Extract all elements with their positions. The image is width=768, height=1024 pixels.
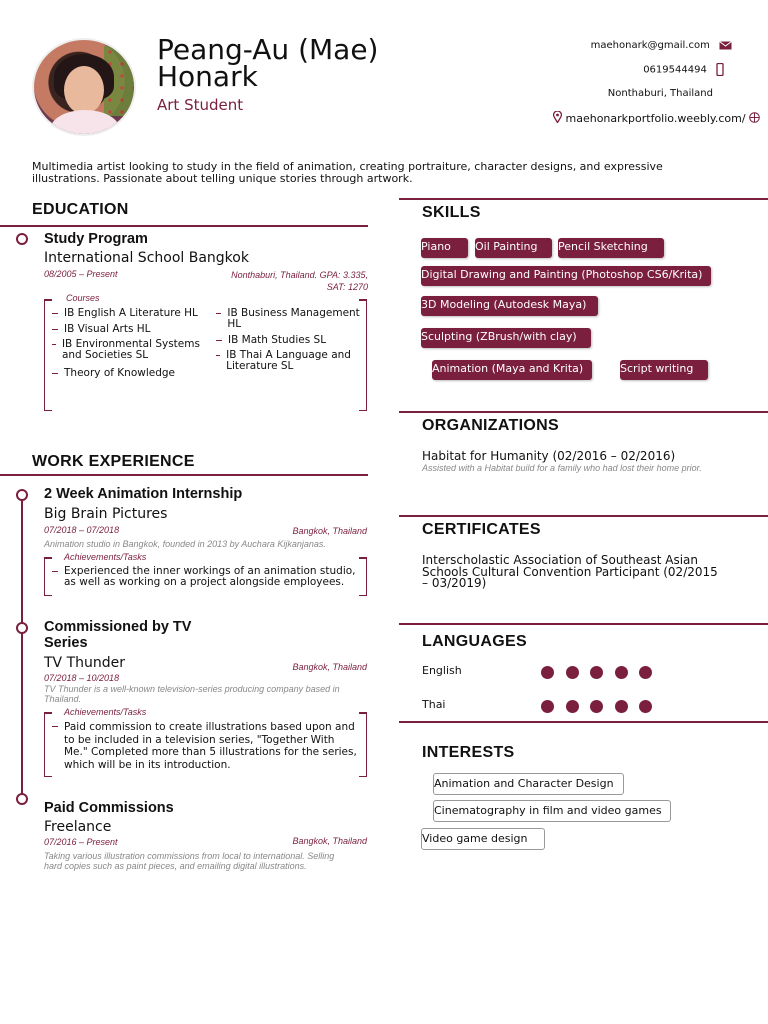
courses-left-list bbox=[52, 308, 212, 379]
school-name: International School Bangkok bbox=[44, 250, 249, 266]
website-text[interactable]: maehonarkportfolio.weebly.com/ bbox=[565, 112, 746, 125]
list-item: IB Visual Arts HL bbox=[52, 324, 212, 335]
language-name: Thai bbox=[422, 698, 446, 711]
map-pin-icon bbox=[553, 111, 562, 123]
person-name: Peang-Au (Mae) Honark bbox=[157, 33, 379, 93]
skill-tag: Sculpting (ZBrush/with clay) bbox=[421, 328, 591, 348]
interest-tag: Animation and Character Design bbox=[433, 773, 624, 795]
language-level-dot bbox=[541, 666, 554, 679]
person-role: Art Student bbox=[157, 96, 244, 114]
location-text: Nonthaburi, Thailand bbox=[607, 88, 713, 99]
education-heading: EDUCATION bbox=[32, 201, 129, 218]
globe-icon bbox=[749, 112, 760, 123]
skills-heading: SKILLS bbox=[422, 204, 481, 221]
summary: Multimedia artist looking to study in the field of animation, creating portraiture, character designs, and expressive illustrations. Passionate about telling unique stories through artwork. bbox=[32, 160, 663, 185]
skills-rule bbox=[399, 198, 768, 200]
organization-name: Habitat for Humanity (02/2016 – 02/2016) bbox=[422, 449, 676, 463]
interest-tag: Video game design bbox=[421, 828, 545, 850]
language-level-dot bbox=[566, 700, 579, 713]
job-title: Commissioned by TV Series bbox=[44, 619, 192, 651]
skill-tag: Piano bbox=[421, 238, 468, 258]
list-item: IB Business Management HL bbox=[216, 308, 361, 330]
list-item: IB Math Studies SL bbox=[216, 335, 361, 346]
job-place: Bangkok, Thailand bbox=[292, 836, 367, 846]
list-item: IB Thai A Language and Literature SL bbox=[216, 350, 361, 372]
skill-tag: Script writing bbox=[620, 360, 708, 380]
languages-heading: LANGUAGES bbox=[422, 633, 527, 650]
envelope-icon bbox=[719, 41, 732, 50]
phone-contact[interactable] bbox=[643, 63, 724, 76]
job-dates: 07/2018 – 10/2018 bbox=[44, 673, 120, 683]
tasks-label: Achievements/Tasks bbox=[64, 707, 147, 717]
language-level-dot bbox=[566, 666, 579, 679]
organization-description: Assisted with a Habitat build for a family who had lost their home prior. bbox=[422, 463, 702, 473]
language-level-dot bbox=[590, 666, 603, 679]
language-level-dot bbox=[590, 700, 603, 713]
company-name: TV Thunder bbox=[44, 655, 126, 671]
language-name: English bbox=[422, 664, 462, 677]
education-dates: 08/2005 – Present bbox=[44, 269, 118, 279]
organizations-heading: ORGANIZATIONS bbox=[422, 417, 559, 434]
company-name: Freelance bbox=[44, 819, 112, 835]
education-place-gpa: Nonthaburi, Thailand. GPA: 3.335, SAT: 1270 bbox=[231, 270, 368, 292]
language-level-dot bbox=[615, 700, 628, 713]
certificates-heading: CERTIFICATES bbox=[422, 521, 541, 538]
skill-tag: Pencil Sketching bbox=[558, 238, 664, 258]
phone-text[interactable]: 0619544494 bbox=[643, 64, 707, 76]
interest-tag: Cinematography in film and video games bbox=[433, 800, 671, 822]
program-title: Study Program bbox=[44, 231, 148, 247]
list-item: IB Environmental Systems and Societies SL bbox=[52, 339, 212, 361]
language-level-dot bbox=[615, 666, 628, 679]
work-rule bbox=[0, 474, 368, 476]
certificate-text: Interscholastic Association of Southeast Asian Schools Cultural Convention Participant (02/2015 – 03/2019) bbox=[422, 553, 718, 590]
language-level-dot bbox=[541, 700, 554, 713]
skill-tag: Digital Drawing and Painting (Photoshop CS6/Krita) bbox=[421, 266, 711, 286]
email-text[interactable]: maehonark@gmail.com bbox=[590, 40, 710, 51]
website-contact[interactable] bbox=[553, 111, 760, 125]
language-level-dot bbox=[639, 666, 652, 679]
certificates-rule bbox=[399, 515, 768, 517]
courses-right-list bbox=[216, 308, 361, 372]
phone-icon bbox=[716, 63, 724, 76]
tasks-label: Achievements/Tasks bbox=[64, 552, 147, 562]
skill-tag: Oil Painting bbox=[475, 238, 552, 258]
interests-rule bbox=[399, 721, 768, 723]
work-heading: WORK EXPERIENCE bbox=[32, 453, 195, 470]
job-place: Bangkok, Thailand bbox=[292, 662, 367, 672]
job-dates: 07/2016 – Present bbox=[44, 837, 118, 847]
profile-photo bbox=[32, 38, 136, 136]
timeline-dot bbox=[16, 622, 28, 634]
timeline-line bbox=[21, 494, 23, 800]
list-item: Experienced the inner workings of an animation studio, as well as working on a project alongside employees. bbox=[52, 566, 358, 588]
timeline-dot bbox=[16, 793, 28, 805]
location-contact bbox=[608, 88, 713, 99]
skill-tag: 3D Modeling (Autodesk Maya) bbox=[421, 296, 598, 316]
list-item: IB English A Literature HL bbox=[52, 308, 212, 319]
skill-tag: Animation (Maya and Krita) bbox=[432, 360, 592, 380]
job-title: Paid Commissions bbox=[44, 800, 174, 816]
organizations-rule bbox=[399, 411, 768, 413]
email-contact[interactable] bbox=[591, 40, 732, 51]
languages-rule bbox=[399, 623, 768, 625]
job-place: Bangkok, Thailand bbox=[292, 526, 367, 536]
courses-label: Courses bbox=[66, 293, 100, 303]
timeline-dot bbox=[16, 233, 28, 245]
list-item: Paid commission to create illustrations based upon and to be included in a television series, "Together With Me." Completed more than 5 illustrations for the series, which will be in its introduction. bbox=[52, 721, 358, 771]
language-level-dot bbox=[639, 700, 652, 713]
job-description: TV Thunder is a well-known television-series producing company based in Thailand. bbox=[44, 684, 340, 704]
job-title: 2 Week Animation Internship bbox=[44, 486, 243, 502]
timeline-dot bbox=[16, 489, 28, 501]
job-dates: 07/2018 – 07/2018 bbox=[44, 525, 120, 535]
company-name: Big Brain Pictures bbox=[44, 506, 168, 522]
education-rule bbox=[0, 225, 368, 227]
job-description: Taking various illustration commissions from local to international. Selling hard copies such as paint pieces, and emailing digital illustrations. bbox=[44, 851, 335, 871]
job-description: Animation studio in Bangkok, founded in 2013 by Auchara Kijkanjanas. bbox=[44, 539, 326, 549]
list-item: Theory of Knowledge bbox=[52, 368, 212, 379]
interests-heading: INTERESTS bbox=[422, 744, 515, 761]
